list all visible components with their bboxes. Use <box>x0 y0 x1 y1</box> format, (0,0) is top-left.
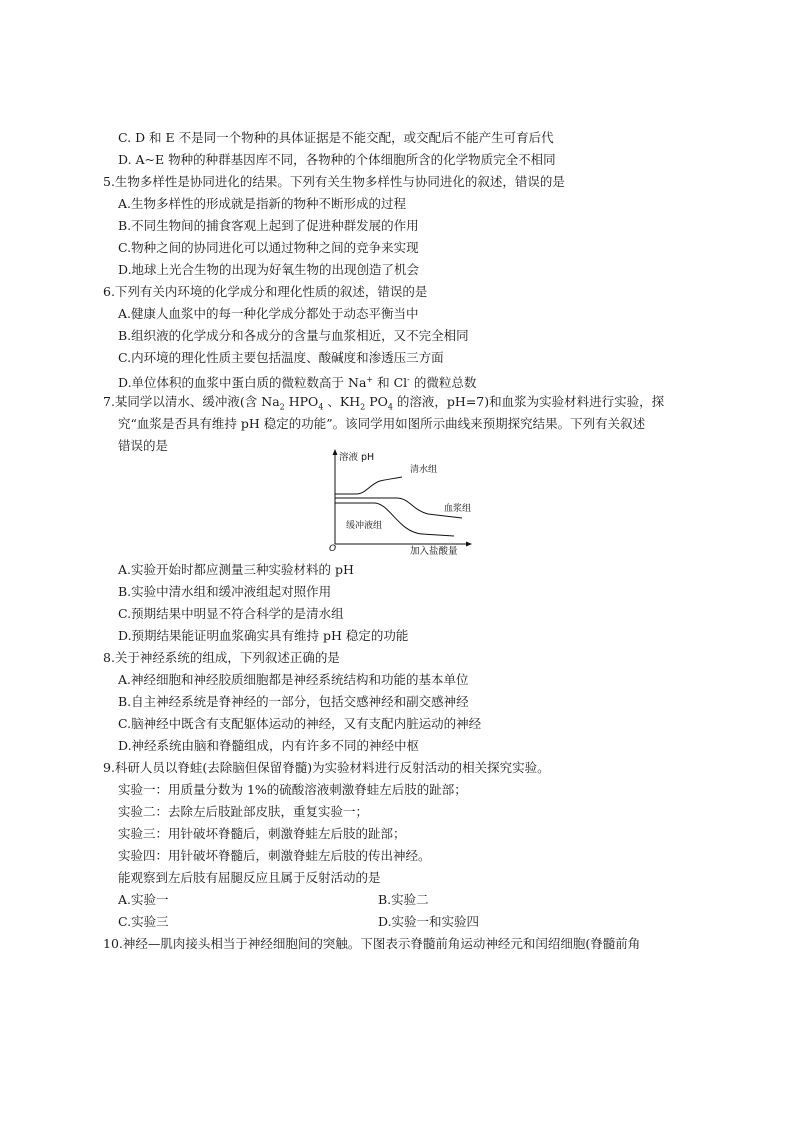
sodium-charge: + <box>366 375 374 384</box>
water-curve-label: 清水组 <box>410 465 438 475</box>
q4-option-c: C. D 和 E 不是同一个物种的具体证据是不能交配，或交配后不能产生可育后代 <box>118 130 554 145</box>
q7-stem-line1 <box>103 394 664 416</box>
q7-stem-c: 、KH <box>323 394 361 409</box>
sub-na2: 2 <box>279 402 285 412</box>
q9-option-c: C.实验三 <box>118 914 169 929</box>
plasma-curve-label: 血浆组 <box>444 504 472 514</box>
sub-po4: 4 <box>387 402 393 412</box>
q9-experiment-2: 实验二：去除左后肢趾部皮肤，重复实验一； <box>118 804 369 819</box>
q7-stem-d: PO <box>365 394 388 409</box>
q9-stem: 9.科研人员以脊蛙(去除脑但保留脊髓)为实验材料进行反射活动的相关探究实验。 <box>103 760 550 775</box>
q5-option-b: B.不同生物间的捕食客观上起到了促进种群发展的作用 <box>118 218 419 233</box>
q6-option-a: A.健康人血浆中的每一种化学成分都处于动态平衡当中 <box>118 306 419 321</box>
water-curve <box>335 477 402 494</box>
chloride-charge: - <box>407 375 410 384</box>
plasma-curve <box>335 498 462 518</box>
q9-option-b: B.实验二 <box>378 892 429 907</box>
q6-stem: 6.下列有关内环境的化学成分和理化性质的叙述，错误的是 <box>103 284 428 299</box>
x-axis-arrow <box>466 542 472 547</box>
q6-option-d-mid: 和 Cl <box>373 375 408 391</box>
q9-experiment-3: 实验三：用针破坏脊髓后，刺激脊蛙左后肢的趾部； <box>118 826 406 841</box>
q7-option-d: D.预期结果能证明血浆确实具有维持 pH 稳定的功能 <box>118 628 409 643</box>
q7-option-a: A.实验开始时都应测量三种实验材料的 pH <box>118 562 354 577</box>
q9-option-a: A.实验一 <box>118 892 169 907</box>
q5-option-d: D.地球上光合生物的出现为好氧生物的出现创造了机会 <box>118 262 420 277</box>
q7-stem-b: HPO <box>284 394 319 409</box>
q5-stem: 5.生物多样性是协同进化的结果。下列有关生物多样性与协同进化的叙述，错误的是 <box>103 174 565 189</box>
q7-stem-line3: 错误的是 <box>118 438 169 453</box>
q7-option-c: C.预期结果中明显不符合科学的是清水组 <box>118 606 344 621</box>
q5-option-c: C.物种之间的协同进化可以通过物种之间的竞争来实现 <box>118 240 419 255</box>
q7-stem-line2: 究“血浆是否具有维持 pH 稳定的功能”。该同学用如图所示曲线来预期探究结果。下列有关叙述 <box>118 416 646 431</box>
q8-stem: 8.关于神经系统的组成，下列叙述正确的是 <box>103 650 340 665</box>
q7-stem-a: 7.某同学以清水、缓冲液(含 Na <box>103 394 280 409</box>
sub-kh2: 2 <box>360 402 366 412</box>
q8-option-b: B.自主神经系统是脊神经的一部分，包括交感神经和副交感神经 <box>118 694 469 709</box>
ph-curve-figure <box>318 448 488 558</box>
q5-option-a: A.生物多样性的形成就是指新的物种不断形成的过程 <box>118 196 407 211</box>
q6-option-d-end: 的微粒总数 <box>409 375 477 391</box>
q7-stem-e: 的溶液，pH=7)和血浆为实验材料进行实验，探 <box>392 394 665 409</box>
q9-experiment-4: 实验四：用针破坏脊髓后，刺激脊蛙左后肢的传出神经。 <box>118 848 431 863</box>
q6-option-d <box>118 372 476 391</box>
q8-option-d: D.神经系统由脑和脊髓组成，内有许多不同的神经中枢 <box>118 738 420 753</box>
q9-option-d: D.实验一和实验四 <box>378 914 480 929</box>
q8-option-a: A.神经细胞和神经胶质细胞都是神经系统结构和功能的基本单位 <box>118 672 469 687</box>
q9-question: 能观察到左后肢有屈腿反应且属于反射活动的是 <box>118 870 381 885</box>
y-axis-arrow <box>333 449 338 455</box>
q6-option-c: C.内环境的理化性质主要包括温度、酸碱度和渗透压三方面 <box>118 350 444 365</box>
buffer-curve <box>335 503 454 536</box>
q6-option-b: B.组织液的化学成分和各成分的含量与血浆相近，又不完全相同 <box>118 328 469 343</box>
q7-option-b: B.实验中清水组和缓冲液组起对照作用 <box>118 584 332 599</box>
q9-experiment-1: 实验一：用质量分数为 1%的硫酸溶液刺激脊蛙左后肢的趾部； <box>118 782 467 797</box>
q10-stem: 10.神经—肌肉接头相当于神经细胞间的突触。下图表示脊髓前角运动神经元和闰绍细胞(脊髓前角 <box>103 936 641 951</box>
buffer-curve-label: 缓冲液组 <box>346 521 383 531</box>
x-axis-label: 加入盐酸量 <box>410 546 458 557</box>
origin-label: O <box>329 544 337 554</box>
sub-hpo4: 4 <box>318 402 324 412</box>
y-axis-label: 溶液 pH <box>339 452 375 463</box>
q8-option-c: C.脑神经中既含有支配躯体运动的神经，又有支配内脏运动的神经 <box>118 716 482 731</box>
q6-option-d-text: D.单位体积的血浆中蛋白质的微粒数高于 Na <box>118 375 367 391</box>
q4-option-d: D. A~E 物种的种群基因库不同，各物种的个体细胞所含的化学物质完全不相同 <box>118 152 556 167</box>
